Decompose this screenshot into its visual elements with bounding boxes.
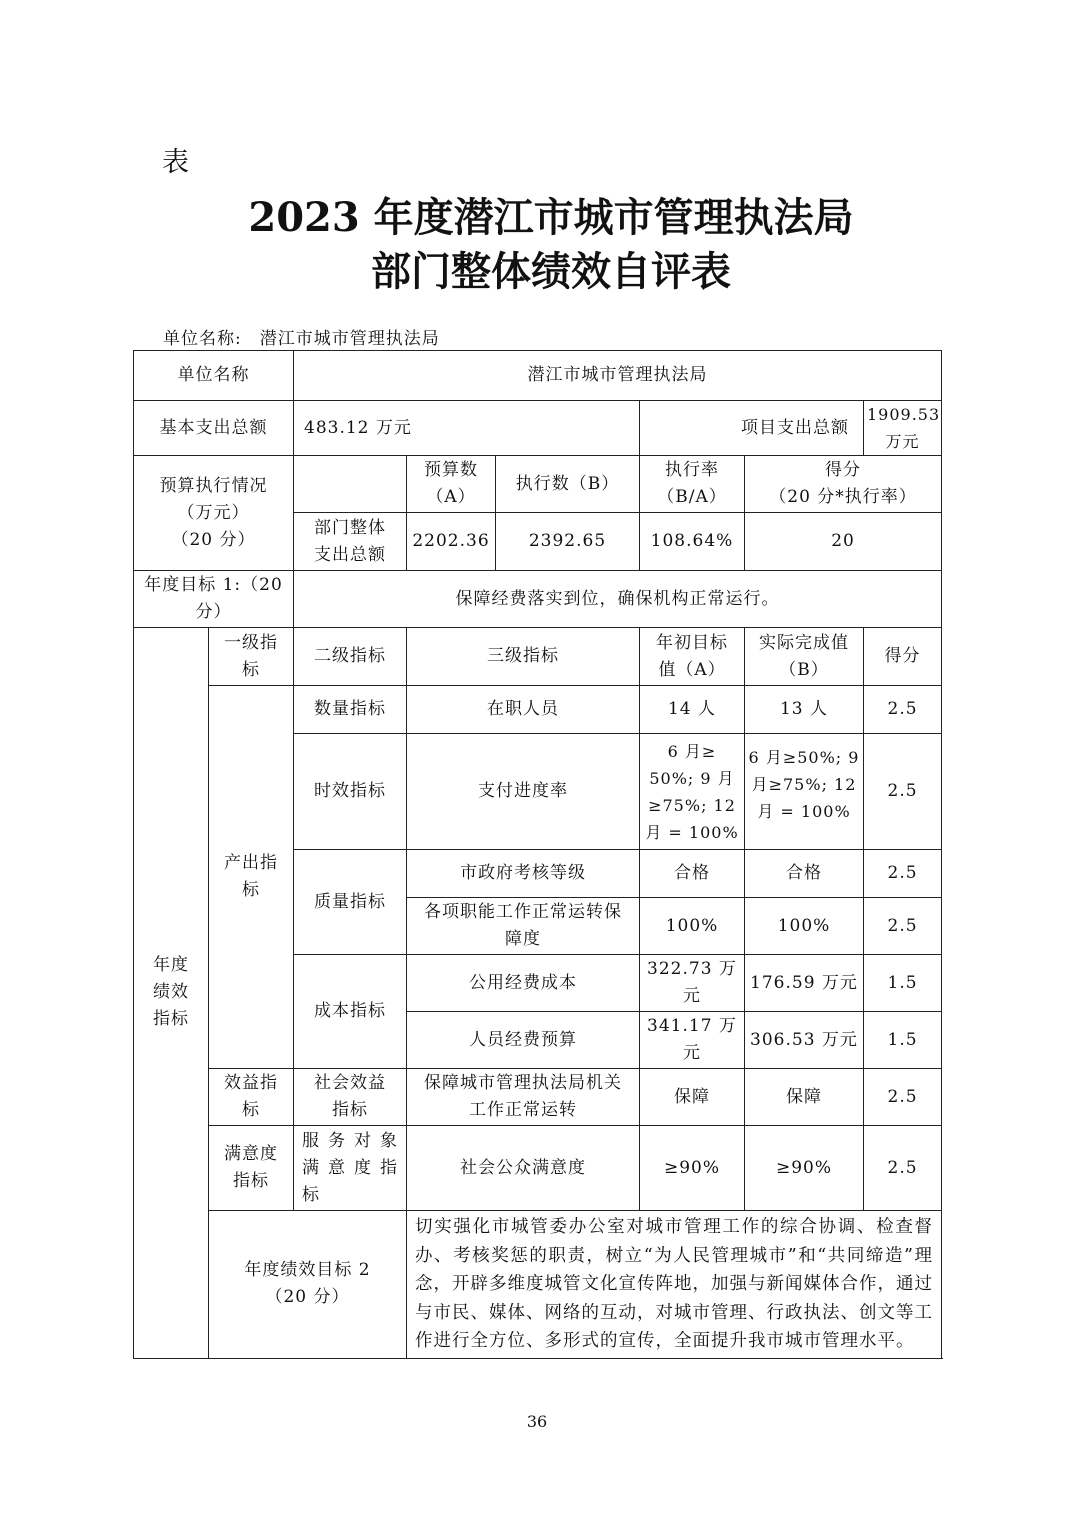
unit-value: 潜江市城市管理执法局	[259, 329, 440, 349]
score-cell: 2.5	[864, 1069, 942, 1126]
header-level2: 二级指标	[294, 628, 407, 686]
actual-cell: ≥90%	[745, 1126, 864, 1211]
unit-name-label: 单位名称	[134, 351, 294, 401]
page-number: 36	[526, 1412, 548, 1431]
target-cell: ≥90%	[640, 1126, 745, 1211]
benefit-indicator-label: 效益指 标	[209, 1069, 294, 1126]
level3-cell: 支付进度率	[407, 734, 640, 850]
annual-indicator-label: 年度 绩效 指标	[134, 628, 209, 1359]
level3-cell: 在职人员	[407, 686, 640, 734]
header-indicator-score: 得分	[864, 628, 942, 686]
header-budget-text: 预算数 （A）	[407, 456, 496, 512]
score-cell: 2.5	[864, 898, 942, 955]
target-cell: 322.73 万 元	[640, 955, 745, 1012]
target-cell: 100%	[640, 898, 745, 955]
level3-cell: 市政府考核等级	[407, 850, 640, 898]
level2-cell: 时效指标	[294, 734, 407, 850]
page-title: 2023 年度潜江市城市管理执法局	[248, 194, 854, 241]
satisfaction-indicator-label: 满意度 指标	[209, 1126, 294, 1211]
level3-cell: 人员经费预算	[407, 1012, 640, 1069]
header-exec-text: 执行数（B）	[515, 473, 620, 494]
output-indicator-label: 产出指 标	[209, 686, 294, 1069]
actual-cell: 6 月≥50%; 9 月≥75%; 12 月 = 100%	[745, 734, 864, 850]
goal1-label: 年度目标 1:（20 分）	[134, 571, 294, 628]
level2-cell: 质量指标	[294, 850, 407, 955]
level2-cell: 服务对象 满意度指 标	[294, 1126, 407, 1211]
header-level3: 三级指标	[407, 628, 640, 686]
exec-value: 2392.65	[528, 531, 607, 551]
actual-cell: 保障	[745, 1069, 864, 1126]
budget-values	[407, 513, 640, 571]
score-cell: 2.5	[864, 686, 942, 734]
score-cell: 2.5	[864, 734, 942, 850]
header-budget	[407, 456, 640, 513]
goal2-text: 切实强化市城管委办公室对城市管理工作的综合协调、检查督办、考核奖惩的职责，树立“为人民管理城市”和“共同缔造”理念，开辟多维度城管文化宣传阵地，加强与新闻媒体合作，通过与市民、媒体、网络的互动，对城市管理、行政执法、创文等工作进行全方位、多形式的宣传，全面提升我市城市管理水平。	[407, 1211, 942, 1359]
score-value: 20	[745, 513, 942, 571]
unit-label: 单位名称:	[163, 329, 242, 349]
score-cell: 1.5	[864, 955, 942, 1012]
level2-cell: 成本指标	[294, 955, 407, 1069]
budget-value: 2202.36	[407, 513, 496, 570]
level3-cell: 保障城市管理执法局机关 工作正常运转	[407, 1069, 640, 1126]
target-cell: 合格	[640, 850, 745, 898]
level2-cell: 社会效益 指标	[294, 1069, 407, 1126]
header-score: 得分 （20 分*执行率）	[745, 456, 942, 513]
basic-expense-value: 483.12 万元	[294, 401, 640, 456]
level3-cell: 各项职能工作正常运转保 障度	[407, 898, 640, 955]
score-cell: 2.5	[864, 850, 942, 898]
table-heading: 表	[162, 147, 189, 178]
target-cell: 保障	[640, 1069, 745, 1126]
score-cell: 2.5	[864, 1126, 942, 1211]
basic-expense-label: 基本支出总额	[134, 401, 294, 456]
goal2-label: 年度绩效目标 2 （20 分）	[209, 1211, 407, 1359]
header-level1: 一级指 标	[209, 628, 294, 686]
rate-value: 108.64%	[640, 513, 745, 571]
level3-cell: 社会公众满意度	[407, 1126, 640, 1211]
actual-cell: 合格	[745, 850, 864, 898]
target-cell: 341.17 万 元	[640, 1012, 745, 1069]
target-cell: 14 人	[640, 686, 745, 734]
project-expense-value: 1909.53 万元	[864, 401, 942, 456]
unit-line	[163, 324, 440, 349]
budget-empty-cell	[294, 456, 407, 513]
level3-cell: 公用经费成本	[407, 955, 640, 1012]
page-subtitle: 部门整体绩效自评表	[371, 248, 731, 295]
budget-execution-label: 预算执行情况 （万元） （20 分）	[134, 456, 294, 571]
score-cell: 1.5	[864, 1012, 942, 1069]
dept-total-label: 部门整体 支出总额	[294, 513, 407, 571]
target-cell: 6 月≥ 50%; 9 月 ≥75%; 12 月 = 100%	[640, 734, 745, 850]
actual-cell: 13 人	[745, 686, 864, 734]
actual-cell: 100%	[745, 898, 864, 955]
level2-cell: 数量指标	[294, 686, 407, 734]
actual-cell: 306.53 万元	[745, 1012, 864, 1069]
unit-name-value: 潜江市城市管理执法局	[294, 351, 942, 401]
header-rate: 执行率 （B/A）	[640, 456, 745, 513]
evaluation-table	[133, 350, 942, 1359]
goal1-text: 保障经费落实到位，确保机构正常运行。	[294, 571, 942, 628]
header-actual: 实际完成值 （B）	[745, 628, 864, 686]
project-expense-label: 项目支出总额	[640, 401, 864, 456]
header-target: 年初目标 值（A）	[640, 628, 745, 686]
actual-cell: 176.59 万元	[745, 955, 864, 1012]
